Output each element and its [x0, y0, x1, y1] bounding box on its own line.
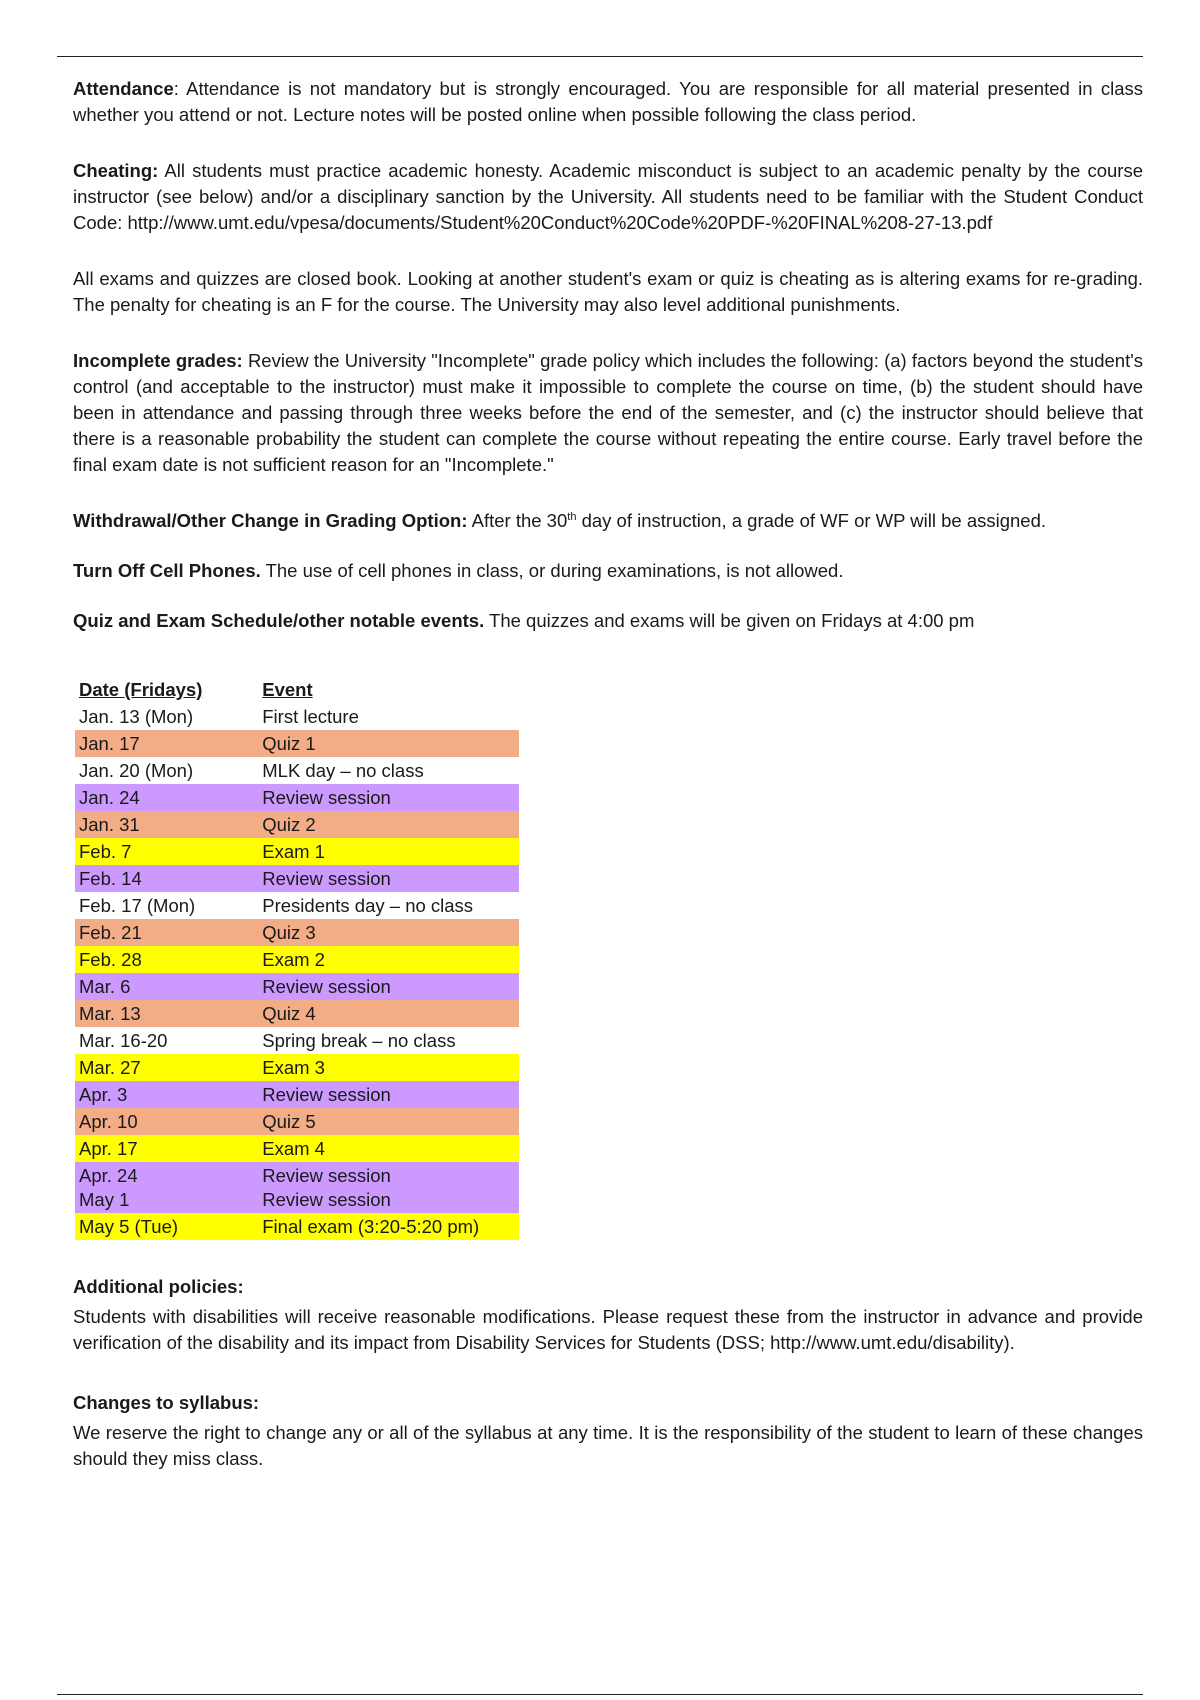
schedule-event: Review session [262, 868, 391, 889]
schedule-date [75, 1162, 258, 1213]
schedule-event-line: Review session [262, 1188, 391, 1210]
schedule-intro-paragraph [73, 608, 1143, 634]
schedule-event: MLK day – no class [262, 760, 424, 781]
schedule-event: Review session [262, 976, 391, 997]
schedule-event: Presidents day – no class [262, 895, 474, 916]
schedule-row [75, 1162, 519, 1213]
schedule-row [75, 919, 519, 946]
schedule-date: Feb. 7 [79, 841, 132, 862]
schedule-row [75, 892, 519, 919]
schedule-header-row [75, 676, 519, 703]
schedule-date: Apr. 17 [79, 1138, 138, 1159]
schedule-row [75, 1108, 519, 1135]
attendance-label: Attendance [73, 78, 174, 99]
schedule-date: Feb. 28 [79, 949, 142, 970]
schedule-row [75, 1027, 519, 1054]
withdrawal-text-after: day of instruction, a grade of WF or WP will be assigned. [576, 510, 1047, 531]
schedule-event: Exam 1 [262, 841, 325, 862]
phones-label: Turn Off Cell Phones. [73, 560, 261, 581]
schedule-event: Exam 2 [262, 949, 325, 970]
schedule-date: Feb. 21 [79, 922, 142, 943]
schedule-event: Quiz 4 [262, 1003, 316, 1024]
schedule-date: Feb. 14 [79, 868, 142, 889]
schedule-table [75, 676, 519, 1240]
schedule-date: Mar. 6 [79, 976, 131, 997]
incomplete-text: Review the University "Incomplete" grade policy which includes the following: (a) factors beyond the student's control (and acceptable to the instructor) must make it impossible to complete the course on time, (b) the student should have been in attendance and passing through three weeks before the end of the semester, and (c) the instructor should believe that there is a reasonable probability the student can complete the course without repeating the entire course. Early travel before the final exam date is not sufficient reason for an "Incomplete." [73, 350, 1143, 475]
schedule-row [75, 1000, 519, 1027]
attendance-text: : Attendance is not mandatory but is strongly encouraged. You are responsible for all material presented in class whether you attend or not. Lecture notes will be posted online when possible following the class period. [73, 78, 1143, 125]
schedule-event: Final exam (3:20-5:20 pm) [262, 1216, 480, 1237]
schedule-row [75, 757, 519, 784]
withdrawal-label: Withdrawal/Other Change in Grading Option: [73, 510, 468, 531]
schedule-body [75, 703, 519, 1240]
cheating-label: Cheating: [73, 160, 159, 181]
incomplete-paragraph [73, 348, 1143, 478]
schedule-date: Mar. 13 [79, 1003, 141, 1024]
attendance-paragraph [73, 76, 1143, 128]
schedule-event: First lecture [262, 706, 359, 727]
phones-text: The use of cell phones in class, or during examinations, is not allowed. [260, 560, 844, 581]
schedule-row [75, 1081, 519, 1108]
incomplete-label: Incomplete grades: [73, 350, 243, 371]
schedule-row [75, 730, 519, 757]
schedule-header-date: Date (Fridays) [79, 679, 203, 700]
bottom-rule [57, 1694, 1143, 1695]
schedule-event [258, 1162, 519, 1213]
schedule-date: Jan. 24 [79, 787, 140, 808]
schedule-event: Quiz 5 [262, 1111, 316, 1132]
schedule-date: Mar. 16-20 [79, 1030, 168, 1051]
phones-paragraph [73, 558, 1143, 584]
schedule-date: Jan. 31 [79, 814, 140, 835]
schedule-event: Spring break – no class [262, 1030, 456, 1051]
withdrawal-text-before: After the 30 [467, 510, 568, 531]
withdrawal-paragraph [73, 508, 1143, 534]
schedule-event: Quiz 2 [262, 814, 316, 835]
schedule-date: Apr. 10 [79, 1111, 138, 1132]
schedule-date: Jan. 13 (Mon) [79, 706, 194, 727]
schedule-header-event: Event [262, 679, 313, 700]
schedule-intro-text: The quizzes and exams will be given on Fridays at 4:00 pm [484, 610, 975, 631]
schedule-row [75, 703, 519, 730]
cheating-paragraph [73, 158, 1143, 236]
schedule-row [75, 1135, 519, 1162]
schedule-event: Exam 3 [262, 1057, 325, 1078]
schedule-row [75, 811, 519, 838]
schedule-row [75, 865, 519, 892]
top-rule [57, 56, 1143, 57]
schedule-row [75, 784, 519, 811]
schedule-date: May 5 (Tue) [79, 1216, 179, 1237]
cheating-text: All students must practice academic honesty. Academic misconduct is subject to an academic penalty by the course instructor (see below) and/or a disciplinary sanction by the University. All students need to be familiar with the Student Conduct Code: http://www.umt.edu/vpesa/documents/Student%20Conduct%20Code%20PDF-%20FINAL%208-27-13.pdf [73, 160, 1143, 233]
schedule-event: Review session [262, 1084, 391, 1105]
additional-heading: Additional policies: [73, 1276, 244, 1297]
schedule-event: Quiz 1 [262, 733, 316, 754]
schedule-row [75, 1054, 519, 1081]
schedule-date: Apr. 3 [79, 1084, 128, 1105]
schedule-event: Quiz 3 [262, 922, 316, 943]
schedule-row [75, 1213, 519, 1240]
schedule-date: Mar. 27 [79, 1057, 141, 1078]
schedule-row [75, 946, 519, 973]
schedule-date: Feb. 17 (Mon) [79, 895, 196, 916]
schedule-date-line: May 1 [79, 1188, 130, 1210]
schedule-date: Jan. 20 (Mon) [79, 760, 194, 781]
schedule-event: Review session [262, 787, 391, 808]
schedule-event-line: Review session [262, 1164, 391, 1186]
withdrawal-sup: th [567, 510, 577, 523]
exams-policy-paragraph: All exams and quizzes are closed book. Looking at another student's exam or quiz is cheating as is altering exams for re-grading. The penalty for cheating is an F for the course. The University may also level additional punishments. [73, 268, 1143, 315]
schedule-row [75, 973, 519, 1000]
schedule-event: Exam 4 [262, 1138, 325, 1159]
schedule-date-line: Apr. 24 [79, 1164, 138, 1186]
schedule-row [75, 838, 519, 865]
syllabus-page [73, 76, 1143, 1472]
changes-heading: Changes to syllabus: [73, 1392, 260, 1413]
changes-paragraph: We reserve the right to change any or all of the syllabus at any time. It is the responsibility of the student to learn of these changes should they miss class. [73, 1422, 1143, 1469]
schedule-date: Jan. 17 [79, 733, 140, 754]
schedule-intro-label: Quiz and Exam Schedule/other notable events. [73, 610, 485, 631]
additional-paragraph: Students with disabilities will receive reasonable modifications. Please request these from the instructor in advance and provide verification of the disability and its impact from Disability Services for Students (DSS; http://www.umt.edu/disability). [73, 1306, 1143, 1353]
